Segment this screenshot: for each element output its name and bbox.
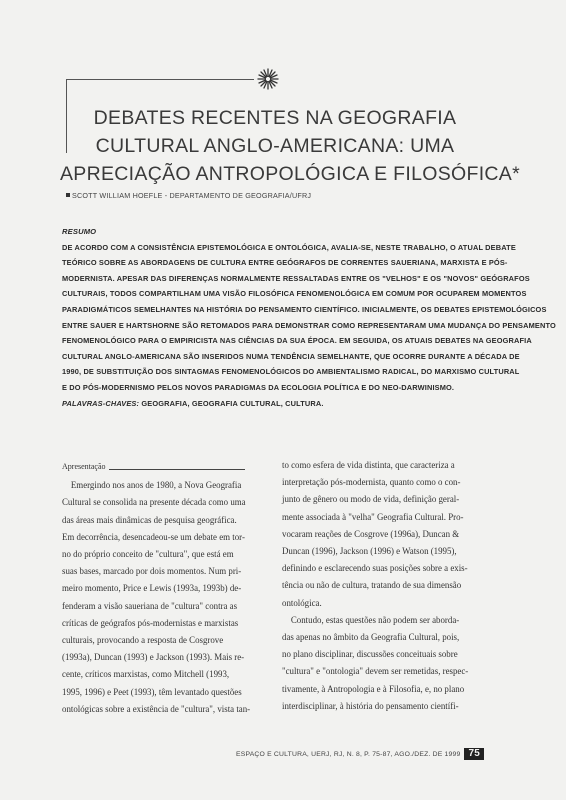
- author-affiliation: SCOTT WILLIAM HOEFLE - DEPARTAMENTO DE GEOGRAFIA/UFRJ: [72, 191, 312, 200]
- body-line: Em decorrência, desencadeou-se um debate em tor-: [62, 531, 245, 542]
- body-line: mente associada à "velha" Geografia Cultural. Pro-: [282, 511, 464, 522]
- body-line: "cultura" e "ontologia" devem ser remetidas, respec-: [282, 666, 469, 677]
- section-heading-rule: [109, 463, 245, 470]
- author-byline: [66, 191, 311, 200]
- body-line: to como esfera de vida distinta, que caracteriza a: [282, 460, 455, 470]
- body-line: das apenas no âmbito da Geografia Cultural, pois,: [282, 632, 460, 643]
- body-line: junto de gênero ou modo de vida, definição geral-: [282, 494, 460, 505]
- bullet-icon: [66, 193, 70, 197]
- body-line: tivamente, à Antropologia e à Filosofia, e, no plano: [282, 683, 465, 694]
- abstract-heading: RESUMO: [62, 227, 97, 236]
- abstract-line: FENOMENOLÓGICO PARA O EMPIRICISTA NAS CIÊNCIAS DA SUA ÉPOCA. EM SEGUIDA, OS ATUAIS DEBATES NA GEOGRAFIA: [62, 336, 532, 346]
- body-column-right: [282, 457, 482, 715]
- body-line: ontológicas sobre a existência de "cultura", vista tan-: [62, 703, 251, 714]
- page-number: 75: [464, 748, 484, 760]
- body-line: meiro momento, Price e Lewis (1993a, 1993b) de-: [62, 583, 242, 594]
- keywords-label: PALAVRAS-CHAVES:: [62, 398, 140, 408]
- abstract-line: CULTURAIS, TODOS COMPARTILHAM UMA VISÃO FILOSÓFICA FENOMENOLÓGICA EM COMUM POR OCUPAREM MOMENTOS: [62, 289, 527, 299]
- body-line: Duncan (1996), Jackson (1996) e Watson (1995),: [282, 546, 457, 557]
- body-line: no do próprio conceito de "cultura", que está em: [62, 549, 234, 560]
- body-line: interpretação pós-modernista, quanto como o con-: [282, 477, 461, 488]
- body-line: tência ou não de cultura, tratando de sua dimensão: [282, 580, 462, 591]
- abstract-line: E DO PÓS-MODERNISMO PELOS NOVOS PARADIGMAS DA ECOLOGIA POLÍTICA E DO NEO-DARWINISMO.: [62, 382, 455, 392]
- title-line: CULTURAL ANGLO-AMERICANA: UMA: [95, 135, 455, 157]
- title-line: DEBATES RECENTES NA GEOGRAFIA: [93, 107, 457, 129]
- body-line: 1995, 1996) e Peet (1993), têm levantado questões: [62, 686, 242, 697]
- section-heading-text: Apresentação: [62, 462, 106, 471]
- abstract-line: TEÓRICO SOBRE AS ABORDAGENS DE CULTURA ENTRE GEÓGRAFOS DE CORRENTES SAUERIANA, MARXISTA E PÓS-: [62, 258, 508, 268]
- body-line: Emergindo nos anos de 1980, a Nova Geografia: [62, 480, 242, 491]
- star-ornament-icon: [257, 68, 279, 90]
- abstract-line: 1990, DE SUBSTITUIÇÃO DOS SINTAGMAS FENOMENOLÓGICOS DO AMBIENTALISMO RADICAL, DO MARXISMO CULTURAL: [62, 367, 520, 377]
- body-line: definindo e esclarecendo suas posições sobre a exis-: [282, 563, 468, 574]
- section-heading: [62, 458, 262, 475]
- body-line: Contudo, estas questões não podem ser aborda-: [282, 614, 460, 625]
- body-line: ontológica.: [282, 597, 322, 608]
- abstract-line: DE ACORDO COM A CONSISTÊNCIA EPISTEMOLÓGICA E ONTOLÓGICA, AVALIA-SE, NESTE TRABALHO, O ATUAL DEBATE: [62, 242, 516, 252]
- body-line: (1993a), Duncan (1993) e Jackson (1993). Mais re-: [62, 652, 245, 663]
- abstract-line: PARADIGMÁTICOS SEMELHANTES NA HISTÓRIA DO PENSAMENTO CIENTÍFICO. INICIALMENTE, OS DEBATES EPISTEMOLÓGICOS: [62, 304, 547, 314]
- keywords-line: [62, 396, 502, 412]
- body-column-left: [62, 458, 262, 718]
- body-line: culturais, provocando a resposta de Cosgrove: [62, 635, 224, 646]
- body-line: cente, críticos marxistas, como Mitchell (1993,: [62, 669, 230, 680]
- body-line: suas bases, marcado por dois momentos. Num pri-: [62, 566, 242, 577]
- keywords-text: GEOGRAFIA, GEOGRAFIA CULTURAL, CULTURA.: [139, 398, 324, 408]
- article-title: [60, 104, 521, 188]
- title-line: APRECIAÇÃO ANTROPOLÓGICA E FILOSÓFICA*: [60, 163, 521, 185]
- abstract-line: ENTRE SAUER E HARTSHORNE SÃO RETOMADOS PARA DEMONSTRAR COMO REPRESENTARAM UMA MUDANÇA DO PENSAMENTO: [62, 320, 556, 330]
- abstract-line: MODERNISTA. APESAR DAS DIFERENÇAS NORMALMENTE RESSALTADAS ENTRE OS "VELHOS" E OS "NOVOS" GEÓGRAFOS: [62, 273, 530, 283]
- header-rule: [66, 79, 254, 80]
- body-line: Cultural se consolida na presente década como uma: [62, 497, 246, 508]
- body-line: fenderam a visão saueriana de "cultura" contra as: [62, 600, 238, 611]
- body-line: interdisciplinar, à história do pensamento científi-: [282, 700, 459, 711]
- abstract-block: [62, 224, 556, 411]
- abstract-line: CULTURAL ANGLO-AMERICANA SÃO INSERIDOS NUMA TENDÊNCIA SEMELHANTE, QUE OCORRE DURANTE A DÉCADA DE: [62, 351, 520, 361]
- body-line: vocaram reações de Cosgrove (1996a), Duncan &: [282, 528, 460, 539]
- page-footer: [236, 748, 484, 760]
- body-line: no plano disciplinar, discussões conceituais sobre: [282, 649, 458, 660]
- journal-citation: ESPAÇO E CULTURA, UERJ, RJ, N. 8, P. 75-87, AGO./DEZ. DE 1999: [236, 750, 461, 758]
- body-line: das áreas mais dinâmicas de pesquisa geográfica.: [62, 514, 237, 525]
- body-line: críticas de geógrafos pós-modernistas e marxistas: [62, 617, 239, 628]
